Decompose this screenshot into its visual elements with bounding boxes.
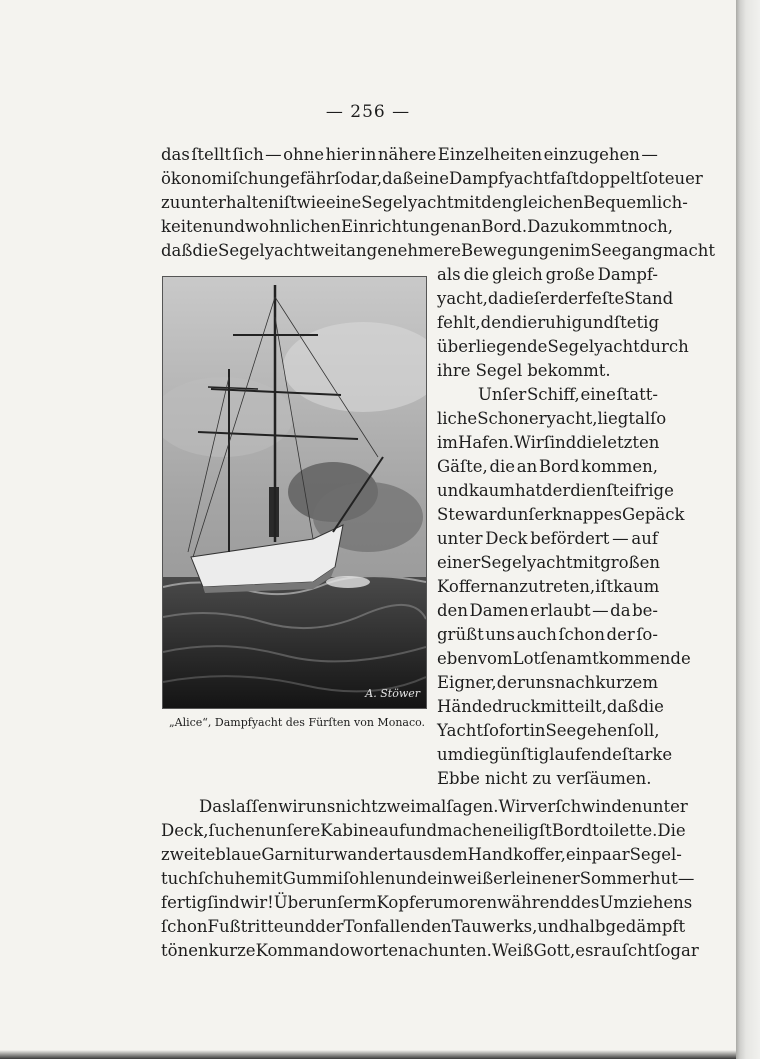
word: grüßt — [437, 625, 484, 644]
word: des — [570, 893, 600, 912]
word: Eigner, — [437, 673, 497, 692]
word: ſchon — [558, 625, 605, 644]
word: daß — [161, 241, 193, 260]
word: mit — [255, 869, 283, 888]
word: ſo — [642, 169, 659, 188]
word: auf — [378, 821, 406, 840]
word: Dampf- — [597, 265, 658, 284]
word: weißer — [452, 869, 511, 888]
word: zweite — [161, 845, 216, 864]
word: Umziehens — [599, 893, 693, 912]
word: große — [545, 265, 595, 284]
word: Einrichtungen — [341, 217, 461, 236]
word: ſtatt- — [616, 385, 658, 404]
word: der — [315, 917, 344, 936]
word: die — [511, 313, 538, 332]
text-line — [199, 795, 688, 819]
word: und — [537, 917, 570, 936]
text-line — [437, 719, 658, 743]
word: Dazu — [527, 217, 570, 236]
word: mit — [572, 553, 601, 572]
word: unſere — [265, 821, 321, 840]
word: Gott, — [533, 941, 576, 960]
word: und — [437, 481, 469, 500]
word: uns — [305, 797, 336, 816]
word: unterhalten — [180, 193, 279, 212]
text-line — [437, 455, 658, 479]
word: ihre — [437, 361, 471, 380]
text-line — [161, 867, 695, 891]
word: weit — [310, 241, 347, 260]
text-line — [161, 215, 674, 239]
word: einzugehen — [543, 145, 640, 164]
word: fehlt, — [437, 313, 481, 332]
word: Bordtoilette. — [551, 821, 658, 840]
word: günſtig — [488, 745, 550, 764]
word: unter — [437, 529, 483, 548]
word: paar — [591, 845, 630, 864]
word: tuchſchuhe — [161, 869, 256, 888]
word: yacht, — [437, 289, 488, 308]
word: angenehmere — [346, 241, 462, 260]
text-line — [437, 551, 661, 575]
word: ungefähr — [258, 169, 335, 188]
word: ökonomiſch — [161, 169, 259, 188]
word: nach — [398, 941, 439, 960]
word: unten. — [438, 941, 492, 960]
word: Einzelheiten — [437, 145, 543, 164]
word: Segel — [475, 361, 523, 380]
word: ſind — [543, 433, 577, 452]
word: faſt — [550, 169, 579, 188]
word: Yacht — [437, 721, 483, 740]
word: Deck, — [161, 821, 209, 840]
word: die — [489, 457, 516, 476]
word: ein — [427, 869, 453, 888]
word: da — [610, 601, 631, 620]
word: dienſteifrige — [570, 481, 674, 500]
word: uns — [485, 625, 516, 644]
text-line — [437, 623, 658, 647]
word: als — [437, 265, 461, 284]
word: Deck — [485, 529, 528, 548]
page-number: — 256 — — [325, 102, 411, 122]
word: und — [582, 313, 615, 332]
word: iſt — [595, 577, 614, 596]
word: der — [542, 481, 571, 500]
text-line — [437, 287, 674, 311]
text-line — [437, 527, 658, 551]
page-fold-edge — [736, 0, 760, 1059]
word: ſagen. — [446, 797, 499, 816]
word: teuer — [658, 169, 703, 188]
word: laſſen — [230, 797, 279, 816]
word: das — [161, 145, 190, 164]
word: noch, — [627, 217, 674, 236]
word: Kommandoworte — [255, 941, 398, 960]
word: Steward — [437, 505, 508, 524]
word: unſerm — [315, 893, 377, 912]
word: Segelyacht — [480, 553, 573, 572]
word: nähere — [377, 145, 437, 164]
word: Wir — [513, 433, 544, 452]
word: Stand — [624, 289, 674, 308]
word: Das — [199, 797, 231, 816]
word: Segelyacht — [361, 193, 454, 212]
word: alſo — [635, 409, 667, 428]
text-line — [437, 599, 658, 623]
word: wir — [278, 797, 306, 816]
word: eiligſt — [502, 821, 552, 840]
word: laufende — [549, 745, 622, 764]
word: hat — [514, 481, 543, 500]
text-line — [161, 191, 688, 215]
text-line — [437, 575, 658, 599]
word: Segelyacht — [218, 241, 311, 260]
word: befördert — [530, 529, 610, 548]
word: die — [576, 433, 602, 452]
word: feſte — [585, 289, 625, 308]
word: Die — [657, 821, 686, 840]
word: Koffern — [437, 577, 499, 596]
word: zu — [532, 769, 552, 788]
word: Tauwerks, — [451, 917, 538, 936]
word: an — [516, 457, 538, 476]
word: ſofort — [482, 721, 530, 740]
word: da — [487, 289, 509, 308]
word: einer — [437, 553, 481, 572]
text-line — [161, 939, 699, 963]
word: Kopfe — [376, 893, 425, 912]
word: Über — [273, 893, 316, 912]
word: es — [575, 941, 594, 960]
word: ſtellt — [191, 145, 231, 164]
word: mit — [453, 193, 482, 212]
word: leinener — [510, 869, 580, 888]
word: in — [529, 721, 546, 740]
word: Bord. — [481, 217, 528, 236]
word: unſer — [507, 505, 553, 524]
word: überliegende — [437, 337, 548, 356]
word: kommende — [598, 649, 691, 668]
page-bottom-edge — [0, 1050, 736, 1059]
word: Bewegungen — [461, 241, 570, 260]
word: Kabine — [320, 821, 379, 840]
word: Handkoffer, — [467, 845, 566, 864]
steam-yacht-engraving — [163, 277, 426, 708]
word: kurze — [208, 941, 256, 960]
text-line — [161, 239, 715, 263]
word: während — [497, 893, 571, 912]
word: Bord — [538, 457, 580, 476]
word: Unſer — [478, 385, 527, 404]
text-line — [437, 479, 674, 503]
word: Dampfyacht — [449, 169, 551, 188]
word: eben — [437, 649, 478, 668]
word: Schiff, — [526, 385, 580, 404]
word: fallenden — [373, 917, 452, 936]
word: macht — [662, 241, 715, 260]
word: keiten — [161, 217, 214, 236]
word: zweimal — [377, 797, 447, 816]
word: kaum — [468, 481, 515, 500]
word: Seegang — [590, 241, 663, 260]
word: gehen — [576, 721, 628, 740]
text-line — [437, 407, 667, 431]
word: Fußtritte — [207, 917, 284, 936]
word: den — [437, 601, 468, 620]
word: Händedruck — [437, 697, 541, 716]
word: die — [463, 745, 489, 764]
word: ſich — [232, 145, 264, 164]
text-line — [161, 819, 686, 843]
text-line — [161, 915, 686, 939]
word: durch — [639, 337, 689, 356]
word: an — [460, 217, 482, 236]
text-line — [478, 383, 658, 407]
word: uns — [525, 673, 555, 692]
ship-illustration — [162, 276, 427, 709]
word: vom — [477, 649, 513, 668]
text-line — [437, 503, 685, 527]
word: machen — [437, 821, 503, 840]
word: ohne — [283, 145, 325, 164]
word: Bequemlich- — [583, 193, 688, 212]
artist-signature: A. Stöwer — [365, 687, 420, 700]
word: unter — [642, 797, 688, 816]
word: — — [592, 601, 609, 620]
word: ruhig — [537, 313, 583, 332]
word: daß — [382, 169, 414, 188]
word: Lotſenamt — [512, 649, 599, 668]
word: im — [569, 241, 591, 260]
word: Garnitur — [261, 845, 334, 864]
word: kommt — [569, 217, 628, 236]
text-line — [437, 359, 658, 383]
word: blaue — [215, 845, 262, 864]
word: anzutreten, — [498, 577, 596, 596]
word: — — [612, 529, 629, 548]
text-line — [437, 311, 658, 335]
word: ſtetig — [614, 313, 660, 332]
word: eine — [580, 385, 616, 404]
word: dieſer — [508, 289, 558, 308]
word: in — [360, 145, 377, 164]
word: ſind — [207, 893, 240, 912]
word: letzten — [601, 433, 660, 452]
word: dem — [431, 845, 468, 864]
word: bekommt. — [527, 361, 611, 380]
text-line — [161, 843, 682, 867]
word: und — [213, 217, 245, 236]
word: doppelt — [578, 169, 643, 188]
word: wandert — [333, 845, 403, 864]
word: Gepäck — [621, 505, 685, 524]
word: der — [557, 289, 586, 308]
word: ſchon — [161, 917, 208, 936]
text-line — [437, 647, 691, 671]
word: eine — [325, 193, 362, 212]
word: ein — [565, 845, 592, 864]
word: den — [481, 193, 513, 212]
word: rauſcht — [593, 941, 655, 960]
word: Schoneryacht, — [477, 409, 598, 428]
word: um — [437, 745, 464, 764]
word: kurzem — [595, 673, 658, 692]
word: ſoll, — [627, 721, 660, 740]
word: die — [638, 697, 664, 716]
word: nicht — [335, 797, 378, 816]
word: Wir — [498, 797, 529, 816]
word: und — [395, 869, 428, 888]
word: — — [265, 145, 282, 164]
word: erlaubt — [530, 601, 591, 620]
text-line — [437, 695, 664, 719]
word: wir! — [239, 893, 274, 912]
word: nach — [554, 673, 596, 692]
word: Hafen. — [457, 433, 514, 452]
word: gleichen — [512, 193, 584, 212]
word: tönen — [161, 941, 209, 960]
word: — — [677, 869, 695, 888]
text-line — [437, 671, 658, 695]
word: hier — [325, 145, 360, 164]
text-line — [437, 767, 658, 791]
word: be- — [632, 601, 658, 620]
word: Segel- — [629, 845, 682, 864]
word: Sommerhut — [579, 869, 678, 888]
word: auch — [516, 625, 557, 644]
word: Damen — [469, 601, 529, 620]
word: zu — [161, 193, 181, 212]
text-line — [437, 431, 658, 455]
word: und — [405, 821, 438, 840]
word: Gäſte, — [437, 457, 488, 476]
word: der — [496, 673, 525, 692]
word: See — [545, 721, 577, 740]
word: mitteilt, — [540, 697, 607, 716]
word: verſchwinden — [528, 797, 643, 816]
word: knappes — [552, 505, 622, 524]
word: die — [192, 241, 219, 260]
word: fertig — [161, 893, 208, 912]
text-line — [437, 335, 689, 359]
word: daß — [606, 697, 639, 716]
word: ſo- — [636, 625, 658, 644]
word: gleich — [491, 265, 543, 284]
word: im — [437, 433, 458, 452]
word: den — [480, 313, 512, 332]
word: ſuchen — [208, 821, 266, 840]
word: verſäumen. — [556, 769, 652, 788]
word: kaum — [613, 577, 660, 596]
text-line — [437, 743, 673, 767]
word: ſtarke — [621, 745, 673, 764]
word: Ton — [343, 917, 374, 936]
word: liegt — [597, 409, 635, 428]
word: großen — [600, 553, 661, 572]
text-line — [161, 167, 703, 191]
word: eine — [413, 169, 450, 188]
word: aus — [402, 845, 432, 864]
word: Segelyacht — [547, 337, 640, 356]
word: wie — [296, 193, 326, 212]
word: liche — [437, 409, 478, 428]
word: Ebbe — [437, 769, 480, 788]
word: Weiß — [491, 941, 534, 960]
text-line — [161, 891, 693, 915]
word: ſogar — [654, 941, 699, 960]
text-line — [161, 143, 658, 167]
word: halbgedämpft — [569, 917, 686, 936]
word: und — [283, 917, 316, 936]
figure-caption: „Alice“, Dampfyacht des Fürſten von Monaco. — [168, 716, 426, 729]
word: die — [463, 265, 490, 284]
word: — — [641, 145, 658, 164]
word: nicht — [484, 769, 528, 788]
word: rumoren — [424, 893, 498, 912]
word: dar, — [350, 169, 383, 188]
word: wohnlichen — [244, 217, 342, 236]
text-line — [437, 263, 658, 287]
word: kommen, — [581, 457, 658, 476]
word: auf — [631, 529, 658, 548]
word: ſo — [334, 169, 351, 188]
word: der — [606, 625, 635, 644]
word: iſt — [278, 193, 297, 212]
word: Gummiſohlen — [282, 869, 396, 888]
